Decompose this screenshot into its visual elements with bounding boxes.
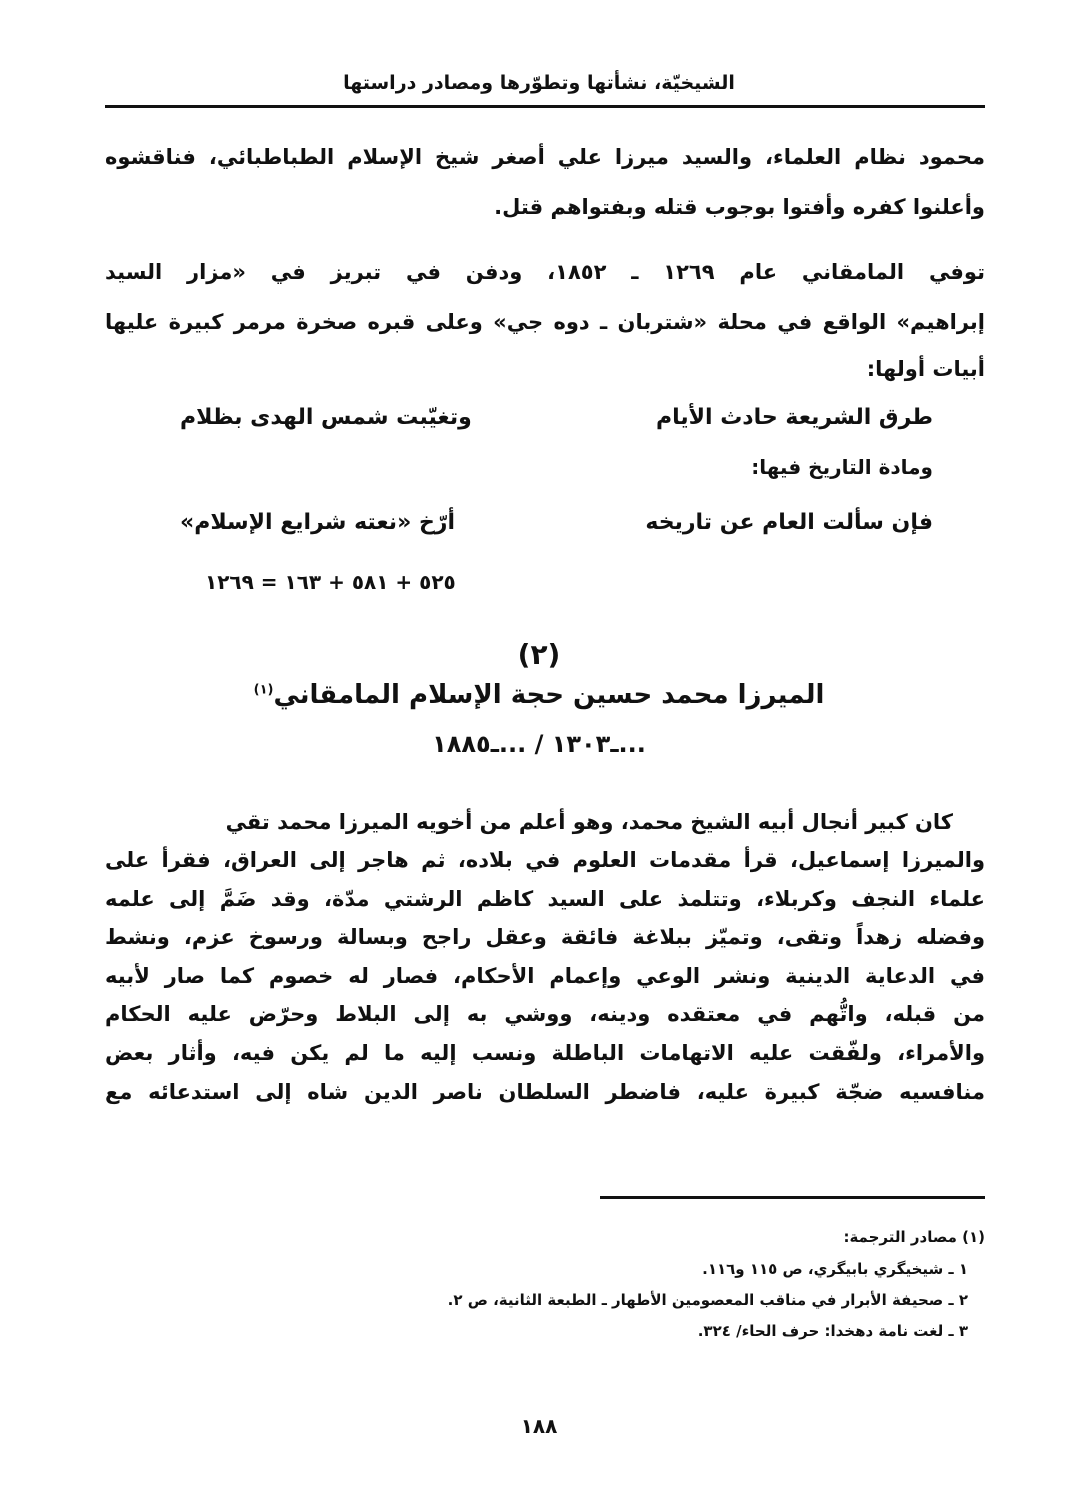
text-line: في الدعاية الدينية ونشر الوعي وإعمام الأحكام، فصار له خصوم كما صار لأبيه (105, 964, 985, 988)
text-line: من قبله، واتُّهم في معتقده ودينه، ووشي به إلى البلاط وحرّض عليه الحكام (105, 1002, 985, 1026)
header-rule (105, 105, 985, 108)
verse2-right: فإن سألت العام عن تاريخه (645, 510, 933, 535)
text-line: منافسيه ضجّة كبيرة عليه، فاضطر السلطان ناصر الدين شاه إلى استدعائه مع (105, 1080, 985, 1104)
text-line: إبراهيم» الواقع في محلة «شتربان ـ دوه جي» وعلى قبره صخرة مرمر كبيرة عليها (105, 310, 985, 334)
section-number: (٢) (517, 638, 561, 671)
footnote-ref: (١) (253, 682, 274, 698)
text-line: كان كبير أنجال أبيه الشيخ محمد، وهو أعلم من أخويه الميرزا محمد تقي (225, 810, 953, 834)
footnote-rule (600, 1196, 985, 1199)
text-line: توفي المامقاني عام ١٢٦٩ ـ ١٨٥٢، ودفن في تبريز في «مزار السيد (105, 260, 985, 284)
page-number: ١٨٨ (520, 1414, 558, 1438)
text-line: والأمراء، ولفّقت عليه الاتهامات الباطلة ونسب إليه ما لم يكن فيه، وأثار بعض (105, 1041, 985, 1065)
running-title: الشيخيّة، نشأتها وتطوّرها ومصادر دراستها (343, 72, 735, 94)
text-line: وفضله زهداً وتقى، وتميّز ببلاغة فائقة وعقل راجح وبسالة ورسوخ عزم، ونشط (105, 925, 985, 949)
verse2-left: أرّخ «نعته شرايع الإسلام» (180, 510, 455, 535)
section-dates: ...ـ١٣٠٣ / ...ـ١٨٨٥ (432, 730, 646, 758)
footnote: ٢ ـ صحيفة الأبرار في مناقب المعصومين الأطهار ـ الطبعة الثانية، ص ٢. (447, 1291, 968, 1309)
text-line: علماء النجف وكربلاء، وتتلمذ على السيد كاظم الرشتي مدّة، وقد ضَمَّ إلى علمه (105, 887, 985, 911)
section-title: الميرزا محمد حسين حجة الإسلام المامقاني$^{(١)}$ (253, 680, 825, 710)
text-line: والميرزا إسماعيل، قرأ مقدمات العلوم في بلاده، ثم هاجر إلى العراق، فقرأ على (105, 848, 985, 872)
text-line: وأعلنوا كفره وأفتوا بوجوب قتله وبفتواهم قتل. (494, 195, 985, 219)
footnote: ١ ـ شيخيگري بابيگري، ص ١١٥ و١١٦. (702, 1260, 968, 1278)
verse1-left: وتغيّبت شمس الهدى بظلام (180, 405, 472, 430)
date-material: ومادة التاريخ فيها: (751, 455, 933, 479)
text-line: أبيات أولها: (866, 357, 985, 381)
text-line: محمود نظام العلماء، والسيد ميرزا علي أصغر شيخ الإسلام الطباطبائي، فناقشوه (105, 145, 985, 169)
footnote: ٣ ـ لغت نامة دهخدا: حرف الحاء/ ٣٢٤. (697, 1322, 968, 1340)
verse1-right: طرق الشريعة حادث الأيام (655, 405, 933, 430)
footnote: (١) مصادر الترجمة: (843, 1228, 985, 1246)
equation: ٥٢٥ + ٥٨١ + ١٦٣ = ١٢٦٩ (205, 570, 456, 594)
